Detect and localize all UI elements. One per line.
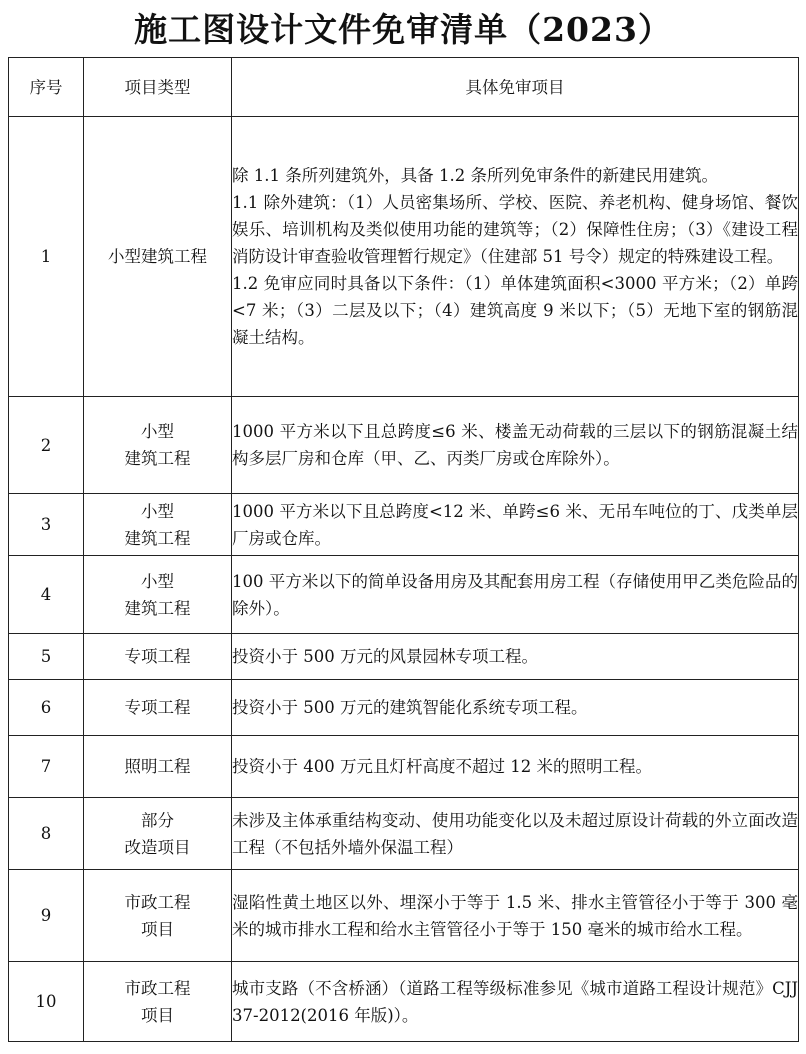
row-number: 8 (9, 798, 84, 870)
row-type (84, 680, 232, 736)
row-type-line: 照明工程 (124, 757, 191, 776)
table-row (9, 962, 799, 1042)
row-type-line: 建筑工程 (124, 528, 191, 548)
row-type-line: 小型 (141, 422, 174, 441)
row-detail (232, 680, 799, 736)
detail-paragraph: 1.2 免审应同时具备以下条件：（1）单体建筑面积<3000 平方米；（2）单跨<7 米；（3）二层及以下；（4）建筑高度 9 米以下；（5）无地下室的钢筋混凝土结构。 (232, 274, 798, 347)
detail-paragraph: 未涉及主体承重结构变动、使用功能变化以及未超过原设计荷载的外立面改造工程（不包括外墙外保温工程） (232, 810, 798, 857)
row-type-line: 项目 (141, 1005, 174, 1025)
header-serial-number: 序号 (9, 58, 84, 117)
row-type-line: 专项工程 (124, 647, 191, 666)
row-detail (232, 870, 799, 962)
detail-paragraph: 1000 平方米以下且总跨度<12 米、单跨≤6 米、无吊车吨位的丁、戊类单层厂房或仓库。 (232, 501, 798, 548)
table-row (9, 798, 799, 870)
row-number: 1 (9, 117, 84, 397)
row-number: 7 (9, 736, 84, 798)
row-type (84, 798, 232, 870)
detail-paragraph: 1.1 除外建筑：（1）人员密集场所、学校、医院、养老机构、健身场馆、餐饮娱乐、培训机构及类似使用功能的建筑等；（2）保障性住房；（3）《建设工程消防设计审查验收管理暂行规定》（住建部 51 号令）规定的特殊建设工程。 (232, 193, 798, 266)
row-type (84, 962, 232, 1042)
row-detail (232, 798, 799, 870)
row-type-line: 小型 (141, 501, 174, 521)
row-detail (232, 556, 799, 634)
row-type (84, 634, 232, 680)
detail-paragraph: 湿陷性黄土地区以外、埋深小于等于 1.5 米、排水主管管径小于等于 300 毫米的城市排水工程和给水主管管径小于等于 150 毫米的城市给水工程。 (232, 892, 798, 939)
row-detail (232, 634, 799, 680)
row-number: 6 (9, 680, 84, 736)
row-number: 9 (9, 870, 84, 962)
row-type (84, 397, 232, 494)
table-row (9, 494, 799, 556)
table-row (9, 556, 799, 634)
table-row (9, 117, 799, 397)
row-type-line: 专项工程 (124, 698, 191, 717)
detail-paragraph: 投资小于 500 万元的建筑智能化系统专项工程。 (232, 698, 588, 717)
table-row (9, 634, 799, 680)
table-header-row (9, 58, 799, 117)
row-type-line: 市政工程 (124, 892, 191, 912)
detail-paragraph: 除 1.1 条所列建筑外，具备 1.2 条所列免审条件的新建民用建筑。 (232, 166, 718, 185)
row-detail (232, 962, 799, 1042)
detail-paragraph: 城市支路（不含桥涵）（道路工程等级标准参见《城市道路工程设计规范》CJJ 37-2012(2016 年版)）。 (232, 978, 798, 1025)
table-row (9, 736, 799, 798)
table-row (9, 397, 799, 494)
header-exempt-items: 具体免审项目 (232, 58, 799, 117)
row-type-line: 改造项目 (124, 837, 191, 857)
row-detail (232, 397, 799, 494)
row-number: 2 (9, 397, 84, 494)
row-number: 10 (9, 962, 84, 1042)
exemption-table (8, 57, 799, 1042)
row-type (84, 870, 232, 962)
detail-paragraph: 投资小于 400 万元且灯杆高度不超过 12 米的照明工程。 (232, 757, 652, 776)
page-title: 施工图设计文件免审清单（2023） (134, 10, 672, 49)
row-detail (232, 117, 799, 397)
row-number: 4 (9, 556, 84, 634)
row-detail (232, 736, 799, 798)
row-number: 5 (9, 634, 84, 680)
table-row (9, 870, 799, 962)
row-type-line: 小型建筑工程 (108, 247, 207, 266)
row-type-line: 建筑工程 (124, 598, 191, 618)
detail-paragraph: 100 平方米以下的简单设备用房及其配套用房工程（存储使用甲乙类危险品的除外）。 (232, 571, 798, 618)
detail-paragraph: 1000 平方米以下且总跨度≤6 米、楼盖无动荷载的三层以下的钢筋混凝土结构多层厂房和仓库（甲、乙、丙类厂房或仓库除外）。 (232, 422, 798, 468)
row-type-line: 项目 (141, 919, 174, 939)
row-type (84, 736, 232, 798)
row-type-line: 建筑工程 (124, 449, 191, 468)
detail-paragraph: 投资小于 500 万元的风景园林专项工程。 (232, 647, 538, 666)
row-type-line: 小型 (141, 571, 174, 591)
row-detail (232, 494, 799, 556)
row-type-line: 市政工程 (124, 978, 191, 998)
row-type (84, 494, 232, 556)
row-type (84, 556, 232, 634)
table-row (9, 680, 799, 736)
row-type-line: 部分 (141, 810, 174, 830)
header-project-type: 项目类型 (84, 58, 232, 117)
row-type (84, 117, 232, 397)
row-number: 3 (9, 494, 84, 556)
